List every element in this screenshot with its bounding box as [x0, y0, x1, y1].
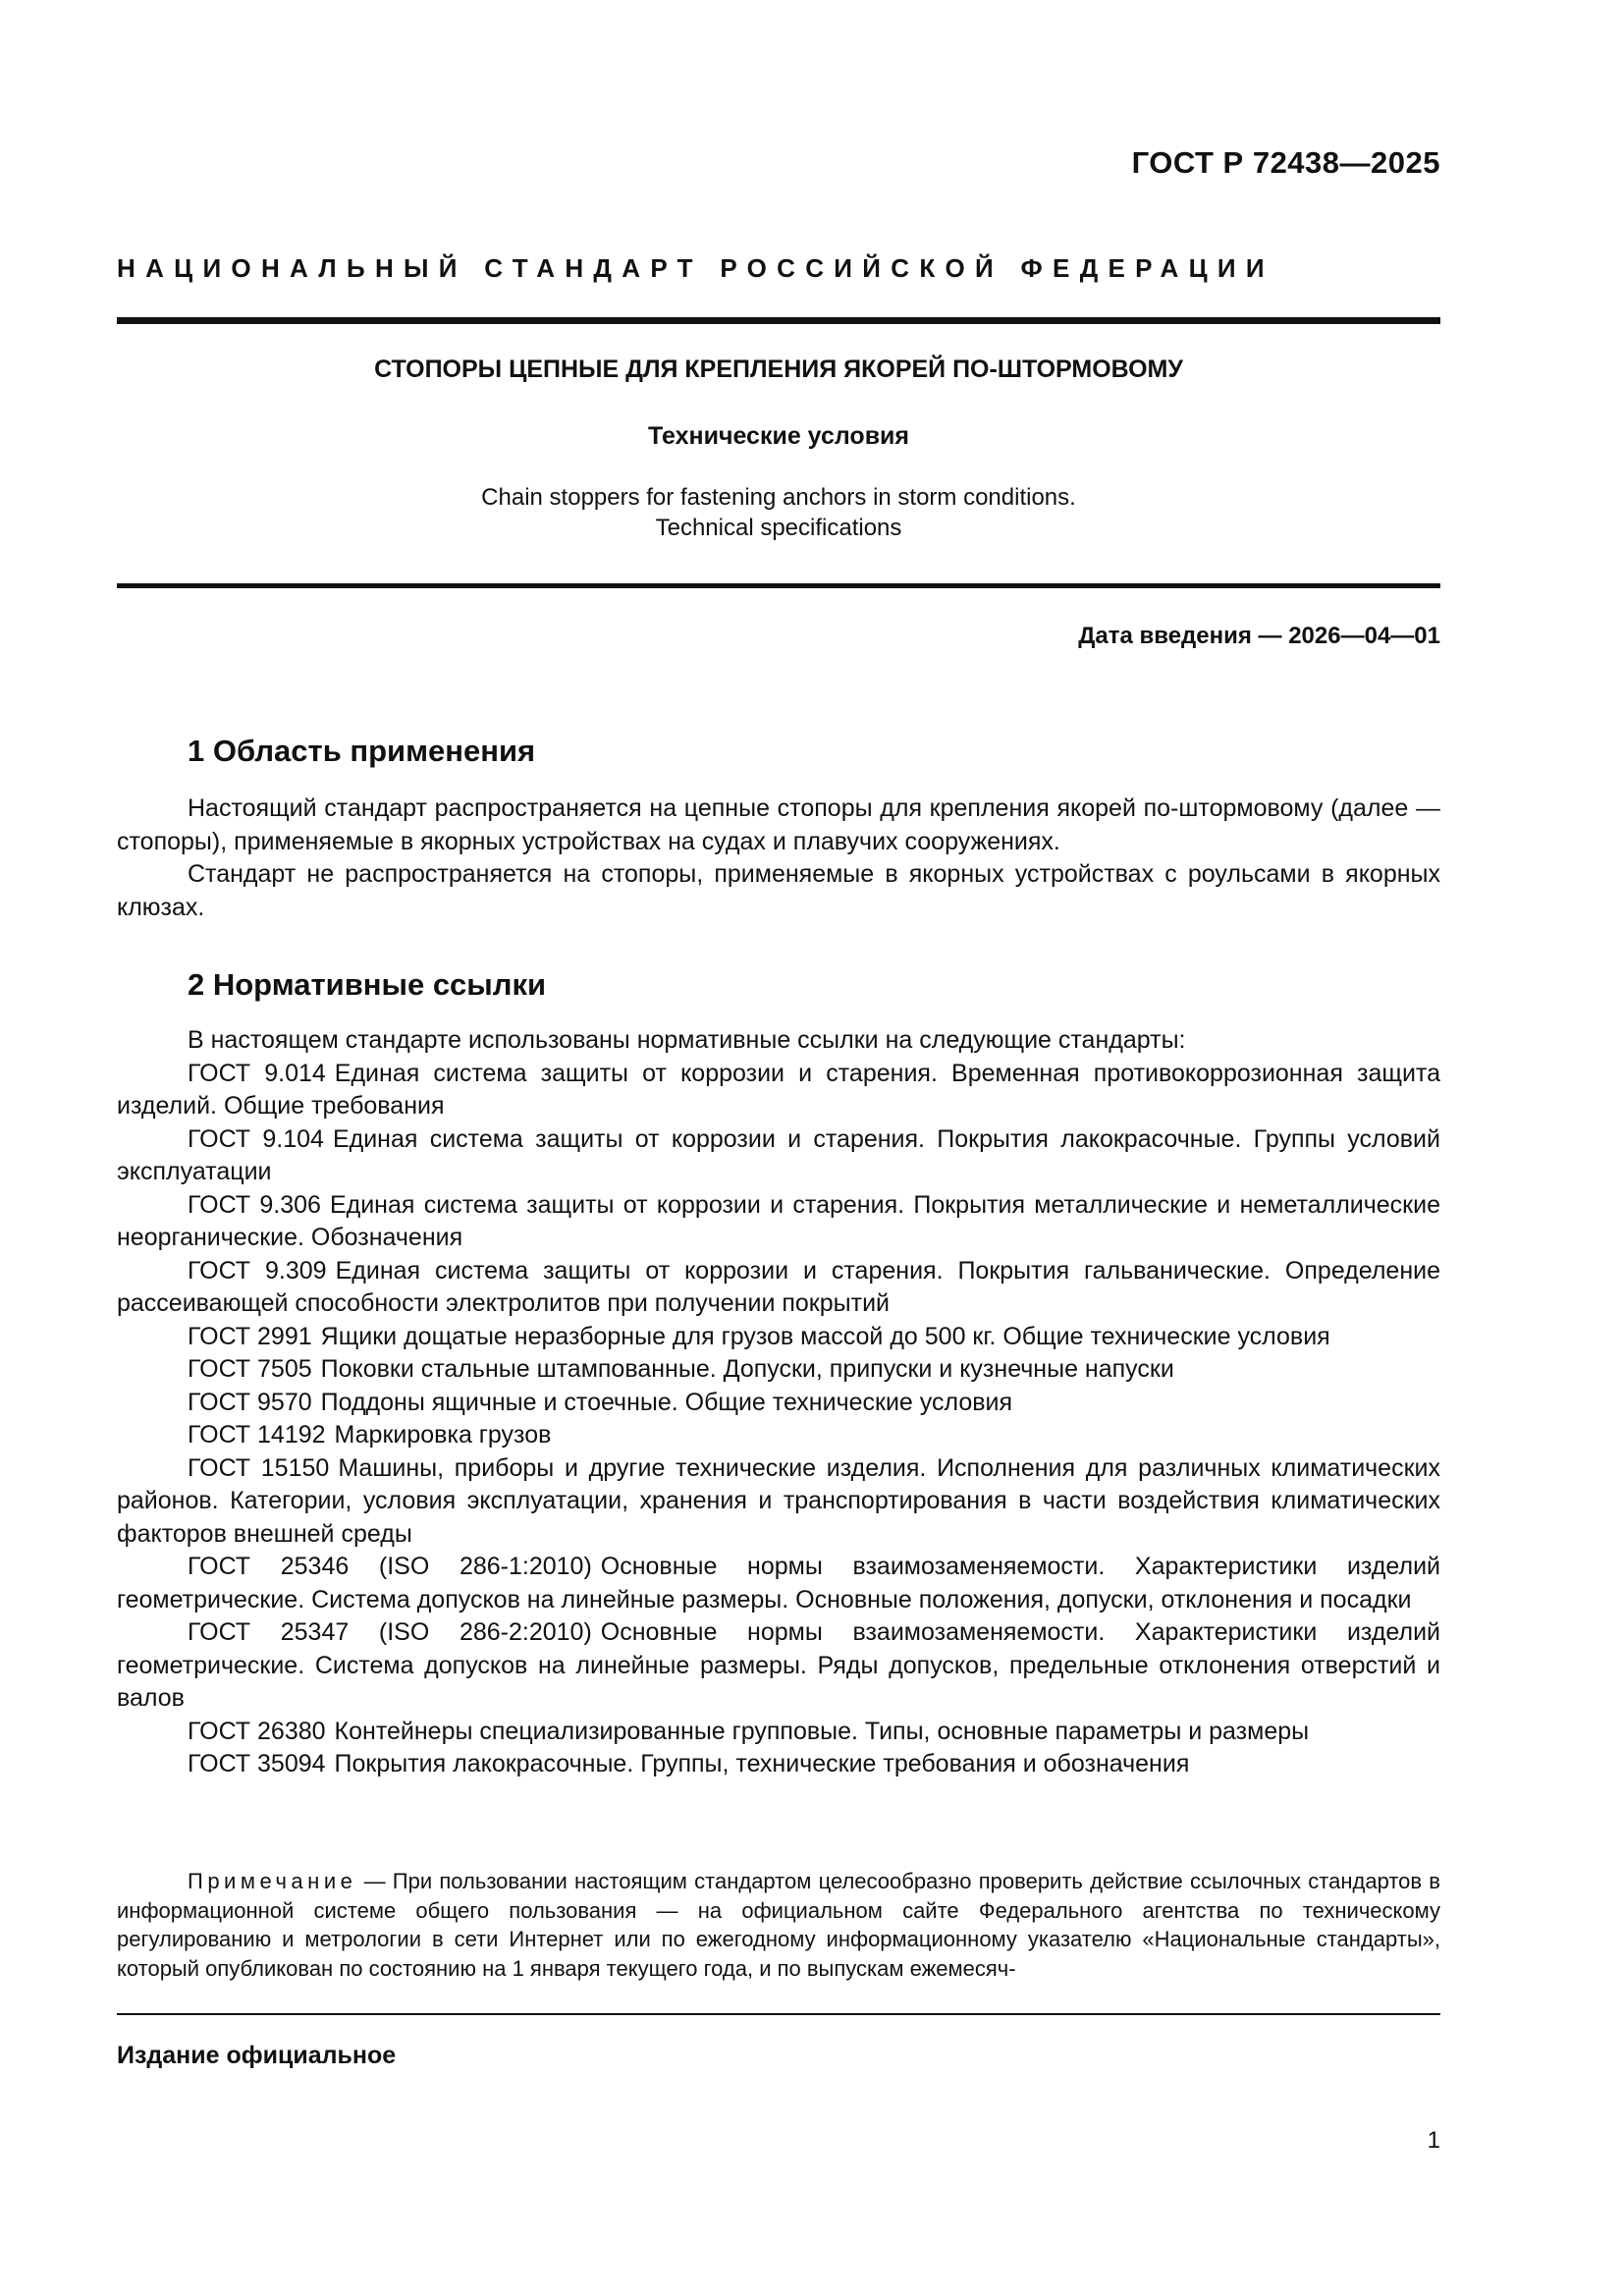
- reference-code: ГОСТ 25347 (ISO 286-2:2010): [188, 1618, 592, 1646]
- normative-reference-item: [117, 1255, 1440, 1321]
- note-label: Примечание: [188, 1869, 357, 1893]
- reference-title: Единая система защиты от коррозии и старения. Покрытия гальванические. Определение рассеивающей способности электролитов при получении покрытий: [117, 1256, 1440, 1317]
- header-rule: [117, 317, 1440, 324]
- official-edition-label: Издание официальное: [117, 2042, 397, 2069]
- reference-title: Поковки стальные штампованные. Допуски, припуски и кузнечные напуски: [320, 1355, 1174, 1383]
- introduction-date: Дата введения — 2026—04—01: [1078, 623, 1440, 649]
- normative-reference-item: [117, 1616, 1440, 1716]
- page-number: 1: [1427, 2127, 1440, 2154]
- reference-code: ГОСТ 9.306: [188, 1190, 321, 1219]
- reference-title: Единая система защиты от коррозии и старения. Временная противокоррозионная защита изделий. Общие требования: [117, 1059, 1440, 1120]
- reference-code: ГОСТ 7505: [188, 1355, 312, 1383]
- normative-reference-item: [117, 1551, 1440, 1616]
- reference-title: Маркировка грузов: [334, 1421, 552, 1449]
- reference-title: Поддоны ящичные и стоечные. Общие технические условия: [320, 1388, 1013, 1416]
- section-2-heading: 2 Нормативные ссылки: [188, 967, 547, 1002]
- document-number: ГОСТ Р 72438—2025: [1131, 145, 1440, 180]
- note-text: — При пользовании настоящим стандартом целесообразно проверить действие ссылочных стандартов в информационной системе общего пользования — на официальном сайте Федерального агентства по техническому регулированию и метрологии в сети Интернет или по ежегодному информационному указателю «Национальные стандарты», который опубликован по состоянию на 1 января текущего года, и по выпускам ежемесяч-: [117, 1869, 1440, 1981]
- reference-code: ГОСТ 15150: [188, 1453, 330, 1482]
- reference-title: Основные нормы взаимозаменяемости. Характеристики изделий геометрические. Система допусков на линейные размеры. Основные положения, допуски, отклонения и посадки: [117, 1553, 1440, 1613]
- normative-reference-item: [117, 1748, 1440, 1781]
- normative-reference-item: [117, 1321, 1440, 1354]
- normative-reference-item: [117, 1419, 1440, 1452]
- reference-code: ГОСТ 26380: [188, 1717, 326, 1745]
- reference-code: ГОСТ 9.104: [188, 1124, 324, 1153]
- english-title-line-1: Chain stoppers for fastening anchors in storm conditions.: [481, 484, 1076, 511]
- reference-code: ГОСТ 9.309: [188, 1256, 327, 1285]
- normative-reference-item: [117, 1123, 1440, 1189]
- footer-rule: [117, 2013, 1440, 2015]
- document-title: СТОПОРЫ ЦЕПНЫЕ ДЛЯ КРЕПЛЕНИЯ ЯКОРЕЙ ПО-ШТОРМОВОМУ: [374, 355, 1183, 383]
- title-rule: [117, 583, 1440, 588]
- reference-code: ГОСТ 35094: [188, 1750, 326, 1777]
- normative-reference-item: [117, 1387, 1440, 1420]
- normative-reference-item: [117, 1353, 1440, 1387]
- english-title-line-2: Technical specifications: [655, 515, 902, 541]
- reference-code: ГОСТ 9.014: [188, 1059, 326, 1087]
- section-1-paragraph: Настоящий стандарт распространяется на цепные стопоры для крепления якорей по-штормовому (далее — стопоры), применяемые в якорных устройствах на судах и плавучих сооружениях.: [117, 794, 1440, 855]
- note: [117, 1867, 1440, 1983]
- reference-code: ГОСТ 9570: [188, 1388, 312, 1416]
- normative-reference-item: [117, 1716, 1440, 1749]
- reference-title: Основные нормы взаимозаменяемости. Характеристики изделий геометрические. Система допусков на линейные размеры. Ряды допусков, предельные отклонения отверстий и валов: [117, 1618, 1440, 1712]
- section-1-heading: 1 Область применения: [188, 734, 536, 768]
- reference-code: ГОСТ 2991: [188, 1322, 312, 1350]
- section-2-body: [117, 1024, 1440, 1781]
- reference-title: Машины, приборы и другие технические изделия. Исполнения для различных климатических районов. Категории, условия эксплуатации, хранения и транспортирования в части воздействия климатических факторов внешней среды: [117, 1453, 1440, 1548]
- reference-title: Покрытия лакокрасочные. Группы, технические требования и обозначения: [334, 1750, 1190, 1777]
- reference-title: Ящики дощатые неразборные для грузов массой до 500 кг. Общие технические условия: [320, 1322, 1330, 1350]
- document-subtitle: Технические условия: [647, 422, 910, 450]
- section-2-intro: В настоящем стандарте использованы нормативные ссылки на следующие стандарты:: [188, 1026, 1186, 1054]
- normative-reference-item: [117, 1452, 1440, 1552]
- section-1-paragraph: Стандарт не распространяется на стопоры, применяемые в якорных устройствах с роульсами в якорных клюзах.: [117, 860, 1440, 921]
- normative-reference-item: [117, 1189, 1440, 1255]
- reference-title: Единая система защиты от коррозии и старения. Покрытия лакокрасочные. Группы условий эксплуатации: [117, 1124, 1440, 1185]
- reference-code: ГОСТ 25346 (ISO 286-1:2010): [188, 1553, 592, 1580]
- reference-code: ГОСТ 14192: [188, 1421, 326, 1449]
- national-standard-banner: НАЦИОНАЛЬНЫЙ СТАНДАРТ РОССИЙСКОЙ ФЕДЕРАЦИИ: [117, 253, 1274, 283]
- normative-references-list: [117, 1058, 1440, 1781]
- english-title: [117, 482, 1440, 543]
- normative-reference-item: [117, 1058, 1440, 1123]
- section-1-body: [117, 793, 1440, 924]
- reference-title: Контейнеры специализированные групповые. Типы, основные параметры и размеры: [334, 1717, 1310, 1745]
- reference-title: Единая система защиты от коррозии и старения. Покрытия металлические и неметаллические неорганические. Обозначения: [117, 1190, 1440, 1251]
